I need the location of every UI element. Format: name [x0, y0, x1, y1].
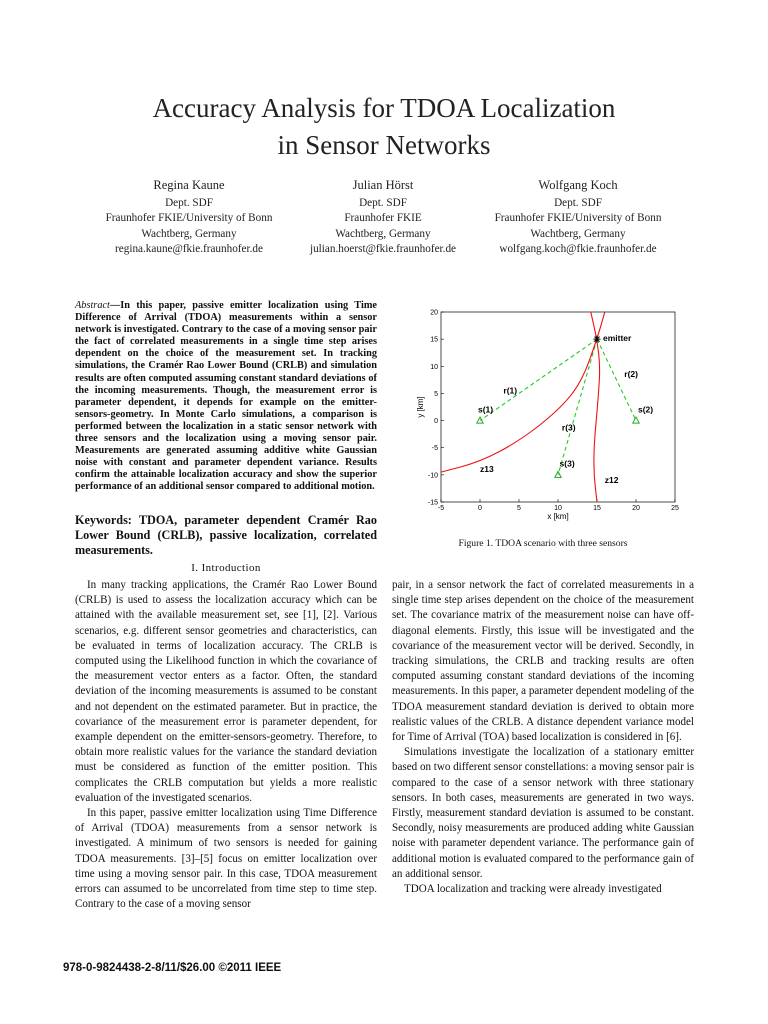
y-tick-label: -15: [427, 499, 438, 507]
x-tick-label: 10: [554, 505, 562, 512]
paragraph: Simulations investigate the localization of a stationary emitter based on two different sensor constellations: a moving sensor pair is compared to the case of a sensor network with three stationary sensors. In both cases, measurements are generated in two ways. Firstly, measurement standard deviation is assumed to be constant. Secondly, noisy measurements are produced adding white Gaussian noise with parameter dependent variance. The performance gain of additional motion is evaluated compared to the performance gain of an additional sensor.: [392, 746, 694, 880]
emitter-marker: [594, 336, 601, 343]
y-tick-label: 5: [434, 390, 438, 398]
right-column-body: [392, 578, 694, 897]
author-dept: Dept. SDF: [359, 196, 407, 209]
author-dept: Dept. SDF: [554, 196, 602, 209]
x-tick-label: -5: [437, 505, 445, 512]
sensor-label-s3: s(3): [559, 458, 575, 469]
author-affiliation: Fraunhofer FKIE: [344, 212, 422, 224]
paragraph: pair, in a sensor network the fact of correlated measurements in a single time step arises dependent on the choice of the measurement set. The covariance matrix of the measurement noise can have off-diagonal elements. Firstly, this issue will be investigated and the covariance of the measurement vector will be derived. Secondly, in tracking simulations, the CRLB and tracking results are often computed assuming constant standard deviations of the incoming measurements. In this paper, a parameter dependent modeling of the TDOA measurement standard deviation is derived to obtain more realistic values of the CRLB. A distance dependent variance model for Time of Arrival (TOA) based localization is considered in [6].: [392, 579, 694, 744]
author-dept: Dept. SDF: [165, 196, 213, 209]
range-lines: [480, 339, 639, 475]
author-location: Wachtberg, Germany: [335, 227, 431, 240]
x-tick-label: 15: [593, 505, 601, 512]
abstract: [75, 300, 377, 494]
sensor-marker-s2: [633, 417, 639, 423]
range-line-r3: [558, 339, 597, 475]
author-block-1: [79, 178, 299, 258]
emitter-label: emitter: [603, 333, 632, 344]
y-tick-label: 20: [430, 309, 438, 317]
paragraph: In many tracking applications, the Cramér Rao Lower Bound (CRLB) is used to assess the localization accuracy which can be attained with the available measurement set, see [1], [2]. Various scenarios, e.g. different sensor geometries and characteristics, can be evaluated in terms of localization accuracy. The CRLB is computed using the Likelihood function in which the covariance of the measurement vector enters as a factor. Often, the standard deviation of the incoming measurements is assumed to be constant and not dependent on the estimated parameter. But in practice, the covariance of the measurement error is parameter dependent, for example dependent on the emitter-sensors-geometry. Therefore, to obtain more realistic values for the variance the standard deviation must be considered as function of the emitter position. This complicates the CRLB computation but yields a more realistic evaluation of the investigated scenarios.: [75, 579, 377, 804]
x-tick-label: 5: [517, 505, 521, 512]
hyperbola-z13: [441, 312, 605, 475]
paragraph: TDOA localization and tracking were already investigated: [404, 883, 662, 896]
x-axis-label: x [km]: [547, 512, 569, 521]
author-name: Wolfgang Koch: [538, 178, 618, 192]
sensor-markers: [477, 417, 639, 477]
author-email: wolfgang.koch@fkie.fraunhofer.de: [499, 243, 657, 255]
author-location: Wachtberg, Germany: [530, 227, 626, 240]
paper-title: [0, 90, 768, 164]
sensor-label-s1: s(1): [478, 404, 494, 415]
author-email: julian.hoerst@fkie.fraunhofer.de: [309, 243, 457, 255]
y-ticks: [428, 310, 444, 507]
author-block-2: [273, 178, 493, 258]
range-label-r2: r(2): [624, 369, 639, 380]
figure-1: [400, 303, 700, 533]
title-line-1: Accuracy Analysis for TDOA Localization: [152, 93, 616, 123]
sensor-label-s2: s(2): [638, 404, 654, 415]
range-line-r2: [597, 339, 639, 420]
author-name: Julian Hörst: [352, 178, 414, 192]
y-tick-label: 10: [430, 363, 438, 371]
y-tick-label: 15: [430, 336, 438, 344]
tdoa-scenario-chart: [400, 303, 700, 533]
range-line-r1: [480, 339, 597, 420]
range-label-r3: r(3): [561, 422, 576, 433]
section-heading: I. Introduction: [191, 562, 261, 574]
y-tick-label: -5: [431, 445, 438, 453]
author-affiliation: Fraunhofer FKIE/University of Bonn: [494, 212, 662, 224]
left-column-body: [75, 578, 377, 912]
abstract-text: —In this paper, passive emitter localization using Time Difference of Arrival (TDOA) measurements within a sensor network is investigated. Contrary to the case of a moving sensor pair the fact of correlated measurements in a single time step arises dependent on the choice of the measurement set. In tracking simulations, the Cramér Rao Lower Bound (CRLB) and simulation results are often computed assuming constant standard deviations of the incoming measurements. Though, the measurement error is parameter dependent, it depends for example on the emitter-sensors-geometry. In Monte Carlo simulations, a comparison is performed between the localization in a static sensor network with three sensors and the localization using a moving sensor pair. Measurements are generated assuming additive white Gaussian noise with constant and parameter dependent variance. Results confirm the attainable localization accuracy and show the superior performance of an additional sensor compared to additional motion.: [75, 300, 377, 493]
abstract-label: Abstract: [75, 300, 110, 311]
figure-caption: Figure 1. TDOA scenario with three sensors: [458, 538, 628, 549]
author-location: Wachtberg, Germany: [141, 227, 237, 240]
x-tick-label: 25: [671, 505, 679, 512]
author-email: regina.kaune@fkie.fraunhofer.de: [115, 243, 263, 255]
keywords: Keywords: TDOA, parameter dependent Cramér Rao Lower Bound (CRLB), passive localization, correlated measurements.: [75, 513, 377, 557]
x-tick-label: 0: [478, 505, 482, 512]
x-ticks: [438, 499, 679, 512]
x-tick-label: 20: [632, 505, 640, 512]
copyright-footer: 978-0-9824438-2-8/11/$26.00 ©2011 IEEE: [63, 962, 282, 974]
range-label-r1: r(1): [503, 385, 518, 396]
y-axis-label: y [km]: [416, 396, 425, 418]
paragraph: In this paper, passive emitter localization using Time Difference of Arrival (TDOA) measurements from a sensor network is investigated. A minimum of two sensors is needed for gaining TDOA measurements. [3]–[5] focus on emitter localization over time using a moving sensor pair. In this case, TDOA measurement errors can assumed to be uncorrelated from time step to time step. Contrary to the case of a moving sensor: [75, 807, 377, 911]
author-affiliation: Fraunhofer FKIE/University of Bonn: [105, 212, 273, 224]
hyperbola-label-z13: z13: [480, 464, 494, 475]
hyperbola-label-z12: z12: [604, 475, 619, 485]
title-line-2: in Sensor Networks: [277, 130, 491, 160]
y-tick-label: -10: [427, 472, 438, 480]
y-tick-label: 0: [434, 418, 438, 426]
author-name: Regina Kaune: [153, 178, 225, 192]
author-block-3: [468, 178, 688, 258]
